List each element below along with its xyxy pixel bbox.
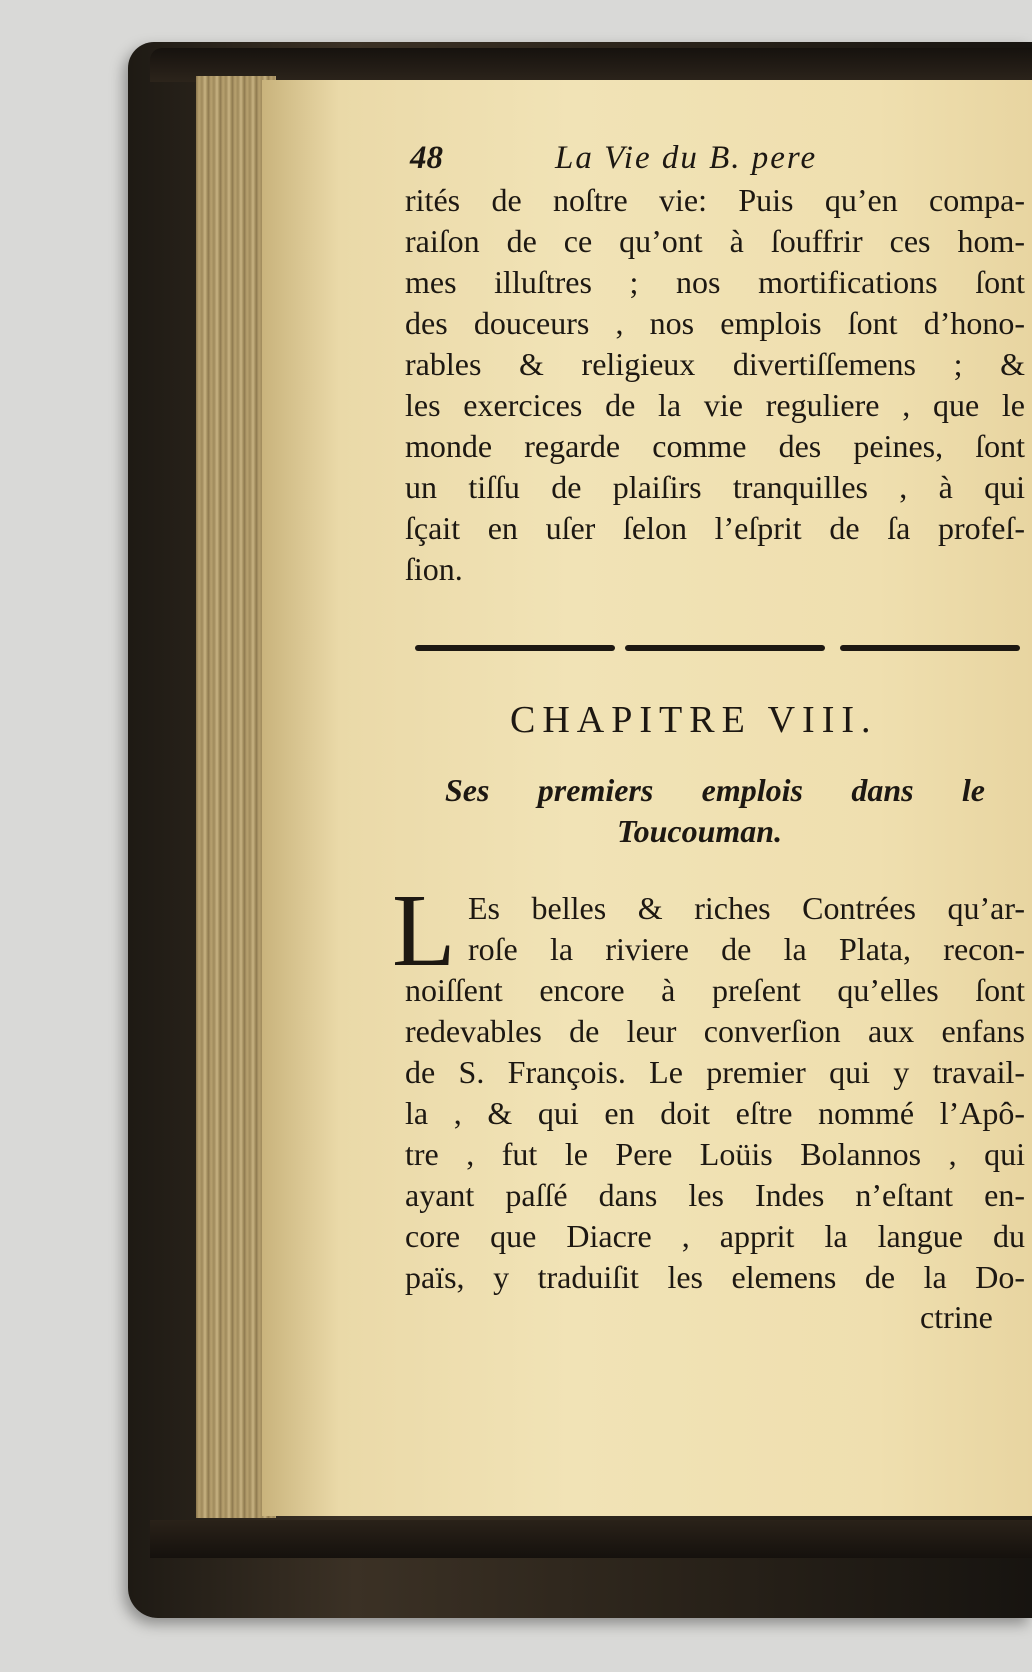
catchword: ctrine bbox=[920, 1299, 993, 1335]
ornamental-rule bbox=[840, 645, 1020, 651]
text-line: noiſſent encore à preſent qu’elles ſont bbox=[405, 972, 1025, 1008]
text-line: des douceurs , nos emplois ſont d’hono- bbox=[405, 305, 1025, 341]
text-line: rables & religieux divertiſſemens ; & bbox=[405, 346, 1025, 382]
text-line: ayant paſſé dans les Indes n’eſtant en- bbox=[405, 1177, 1025, 1213]
ornamental-rule bbox=[415, 645, 615, 651]
page-number: 48 bbox=[410, 140, 443, 176]
text-line: redevables de leur converſion aux enfans bbox=[405, 1013, 1025, 1049]
text-line: mes illuſtres ; nos mortifications ſont bbox=[405, 264, 1025, 300]
running-head bbox=[410, 140, 1000, 180]
book-cover-top-edge bbox=[150, 48, 1032, 82]
text-line: raiſon de ce qu’ont à ſouffrir ces hom- bbox=[405, 223, 1025, 259]
text-line: core que Diacre , apprit la langue du bbox=[405, 1218, 1025, 1254]
text-line: tre , fut le Pere Loüis Bolannos , qui bbox=[405, 1136, 1025, 1172]
text-line: de S. François. Le premier qui y travail- bbox=[405, 1054, 1025, 1090]
book-cover-bottom-edge bbox=[150, 1520, 1032, 1558]
ornamental-rule bbox=[625, 645, 825, 651]
text-line: rités de noſtre vie: Puis qu’en compa- bbox=[405, 182, 1025, 218]
text-line: les exercices de la vie reguliere , que le bbox=[405, 387, 1025, 423]
chapter-heading: CHAPITRE VIII. bbox=[510, 699, 878, 741]
chapter-subtitle-line-1: Ses premiers emplois dans le bbox=[445, 772, 985, 808]
drop-cap: L bbox=[392, 873, 456, 988]
text-line: ſion. bbox=[405, 551, 463, 587]
text-line: un tiſſu de plaiſirs tranquilles , à qui bbox=[405, 469, 1025, 505]
text-line: Es belles & riches Contrées qu’ar- bbox=[468, 890, 1025, 926]
text-line: païs, y traduiſit les elemens de la Do- bbox=[405, 1259, 1025, 1295]
chapter-subtitle-line-2: Toucouman. bbox=[617, 813, 783, 849]
text-line: roſe la riviere de la Plata, recon- bbox=[468, 931, 1025, 967]
text-line: monde regarde comme des peines, ſont bbox=[405, 428, 1025, 464]
running-head-title: La Vie du B. pere bbox=[555, 140, 818, 176]
text-line: la , & qui en doit eſtre nommé l’Apô- bbox=[405, 1095, 1025, 1131]
text-line: ſçait en uſer ſelon l’eſprit de ſa profeſ- bbox=[405, 510, 1025, 546]
